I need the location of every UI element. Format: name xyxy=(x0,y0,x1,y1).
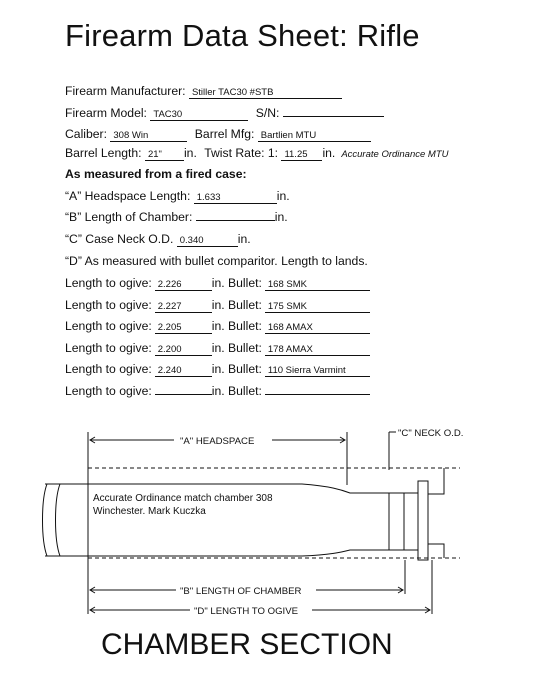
diagram-ogive-label: "D" LENGTH TO OGIVE xyxy=(194,606,299,617)
fired-case-heading: As measured from a fired case: xyxy=(65,167,247,181)
ogive-length-value[interactable]: 2.226 xyxy=(155,279,212,291)
diagram-note xyxy=(93,492,273,518)
ogive-bullet-value[interactable]: 175 SMK xyxy=(265,301,370,313)
ogive-unit: in. Bullet: xyxy=(211,362,262,377)
caliber-row xyxy=(65,127,371,142)
ogive-unit: in. Bullet: xyxy=(211,276,262,290)
ogive-unit: in. Bullet: xyxy=(211,297,262,312)
sn-value[interactable] xyxy=(283,116,384,117)
ogive-row xyxy=(65,298,370,313)
ogive-unit: in. Bullet: xyxy=(211,340,262,355)
ogive-row xyxy=(65,276,370,291)
ogive-row xyxy=(65,384,370,398)
diagram-chamber-label: "B" LENGTH OF CHAMBER xyxy=(180,586,302,597)
ogive-unit: in. Bullet: xyxy=(211,319,262,334)
chamber-length-row xyxy=(65,210,288,224)
diagram-note-line-1: Accurate Ordinance match chamber 308 xyxy=(93,493,273,504)
chamber-length-value[interactable] xyxy=(196,220,275,221)
headspace-row xyxy=(65,189,290,204)
ogive-bullet-value[interactable]: 168 SMK xyxy=(265,279,370,291)
diagram-chamber-top-profile xyxy=(45,468,444,494)
ogive-row xyxy=(65,341,370,356)
chamber-diagram xyxy=(0,420,544,625)
page-title: Firearm Data Sheet: Rifle xyxy=(65,18,420,53)
barrel-row xyxy=(65,146,449,162)
diagram-barrel-break-left xyxy=(43,484,48,556)
case-neck-value[interactable]: 0.340 xyxy=(177,235,238,247)
barrel-mfg-label: Barrel Mfg: xyxy=(194,127,255,141)
barrel-note: Accurate Ordinance MTU xyxy=(341,149,449,160)
ogive-row xyxy=(65,362,370,377)
case-neck-unit: in. xyxy=(237,232,251,246)
twist-rate-label: Twist Rate: 1: xyxy=(204,146,279,160)
barrel-length-unit: in. xyxy=(183,146,197,160)
twist-rate-value[interactable]: 11.25 xyxy=(281,149,322,161)
ogive-label: Length to ogive: xyxy=(65,362,152,377)
ogive-bullet-value[interactable] xyxy=(265,394,370,395)
section-title: CHAMBER SECTION xyxy=(101,628,393,661)
comparitor-note: “D” As measured with bullet comparitor. Length to lands. xyxy=(65,254,368,268)
model-value[interactable]: TAC30 xyxy=(150,109,248,121)
barrel-length-value[interactable]: 21" xyxy=(145,149,184,161)
chamber-length-unit: in. xyxy=(274,210,288,224)
ogive-length-value[interactable] xyxy=(155,394,212,395)
ogive-label: Length to ogive: xyxy=(65,319,152,334)
ogive-length-value[interactable]: 2.240 xyxy=(155,365,212,377)
ogive-bullet-value[interactable]: 168 AMAX xyxy=(265,322,370,334)
case-neck-label: “C” Case Neck O.D. xyxy=(65,232,174,246)
ogive-length-value[interactable]: 2.227 xyxy=(155,301,212,313)
headspace-value[interactable]: 1.633 xyxy=(194,192,277,204)
manufacturer-row xyxy=(65,84,342,99)
ogive-length-value[interactable]: 2.200 xyxy=(155,344,212,356)
ogive-label: Length to ogive: xyxy=(65,276,152,290)
model-row xyxy=(65,106,384,121)
case-neck-row xyxy=(65,232,251,247)
barrel-mfg-value[interactable]: Bartlien MTU xyxy=(258,130,371,142)
twist-rate-unit: in. xyxy=(322,146,336,160)
chamber-length-label: “B” Length of Chamber: xyxy=(65,210,193,224)
diagram-barrel-break-right xyxy=(56,484,61,556)
barrel-length-label: Barrel Length: xyxy=(65,146,142,160)
diagram-note-line-2: Winchester. Mark Kuczka xyxy=(93,506,206,517)
ogive-length-value[interactable]: 2.205 xyxy=(155,322,212,334)
caliber-value[interactable]: 308 Win xyxy=(110,130,187,142)
diagram-neck-label: "C" NECK O.D. xyxy=(398,428,464,439)
diagram-headspace-label: "A" HEADSPACE xyxy=(180,436,255,447)
caliber-label: Caliber: xyxy=(65,127,107,141)
ogive-label: Length to ogive: xyxy=(65,297,152,312)
ogive-unit: in. Bullet: xyxy=(211,384,262,398)
ogive-label: Length to ogive: xyxy=(65,340,152,355)
headspace-label: “A” Headspace Length: xyxy=(65,189,191,203)
manufacturer-label: Firearm Manufacturer: xyxy=(65,84,186,98)
sn-label: S/N: xyxy=(255,106,280,120)
model-label: Firearm Model: xyxy=(65,106,147,120)
headspace-unit: in. xyxy=(276,189,290,203)
ogive-row xyxy=(65,319,370,334)
manufacturer-value[interactable]: Stiller TAC30 #STB xyxy=(189,87,342,99)
ogive-bullet-value[interactable]: 178 AMAX xyxy=(265,344,370,356)
ogive-label: Length to ogive: xyxy=(65,384,152,398)
ogive-bullet-value[interactable]: 110 Sierra Varmint xyxy=(265,365,370,377)
